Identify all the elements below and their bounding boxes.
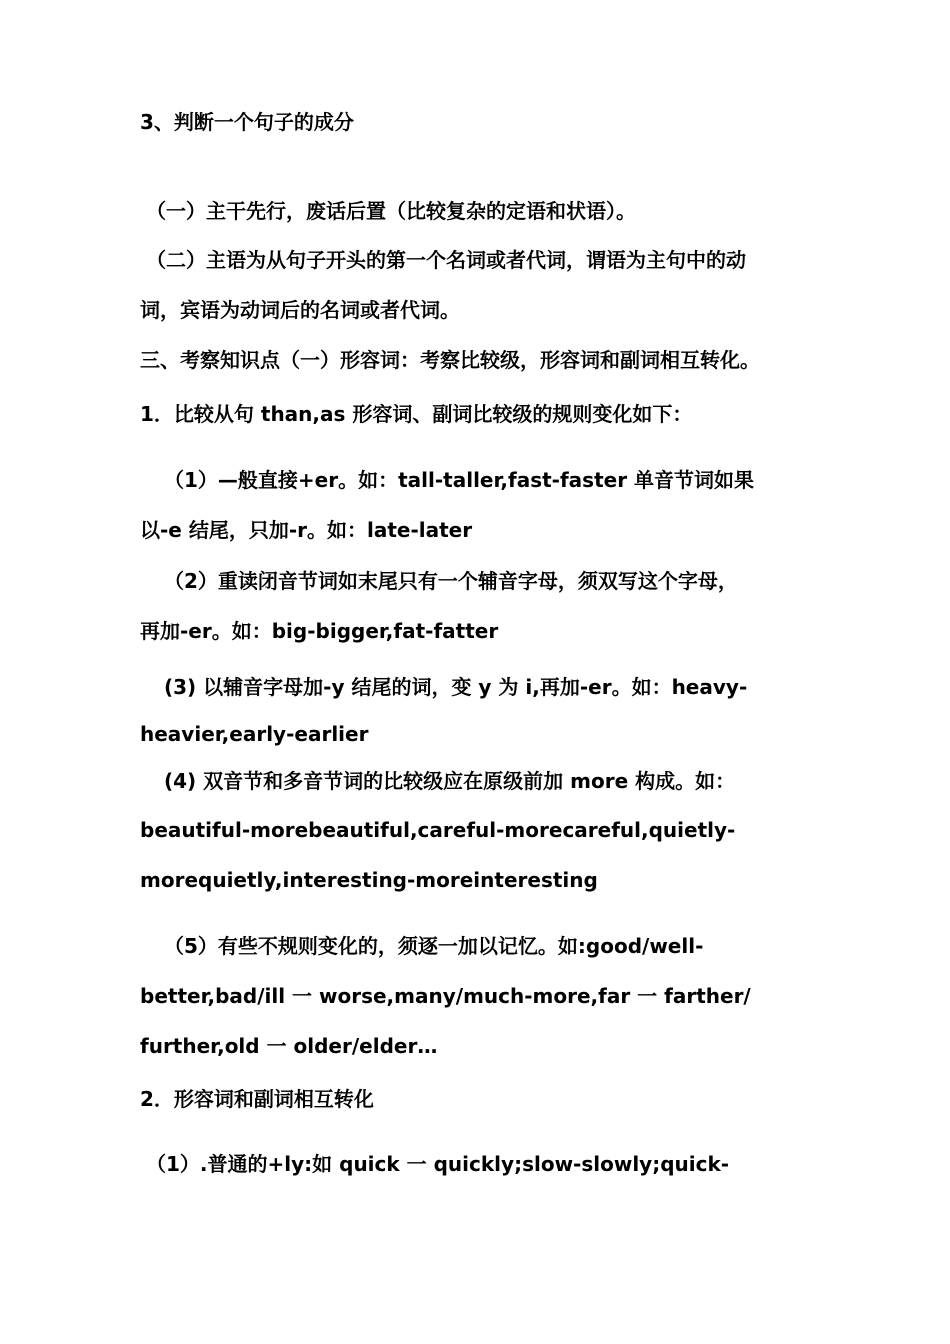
subsection-heading: 2．形容词和副词相互转化	[140, 1087, 374, 1111]
paragraph-line: further,old 一 older/elder…	[140, 1034, 438, 1058]
paragraph-line: heavier,early-earlier	[140, 722, 369, 746]
paragraph-line: 再加-er。如：big-bigger,fat-fatter	[140, 619, 499, 643]
paragraph-line: morequietly,interesting-moreinteresting	[140, 868, 598, 892]
paragraph-line: better,bad/ill 一 worse,many/much-more,far 一 farther/	[140, 984, 751, 1008]
paragraph-line: （二）主语为从句子开头的第一个名词或者代词，谓语为主句中的动	[146, 248, 746, 272]
section-heading: 3、判断一个句子的成分	[140, 110, 354, 134]
paragraph-line: （1）.普通的+ly:如 quick 一 quickly;slow-slowly;quick-	[146, 1152, 730, 1176]
paragraph-line: （5）有些不规则变化的，须逐一加以记忆。如:good/well-	[164, 934, 704, 958]
paragraph-line: beautiful-morebeautiful,careful-morecareful,quietly-	[140, 818, 736, 842]
paragraph-line: 词，宾语为动词后的名词或者代词。	[140, 298, 460, 322]
paragraph-line: (3) 以辅音字母加-y 结尾的词，变 y 为 i,再加-er。如：heavy-	[164, 675, 748, 699]
paragraph-line: （一）主干先行，废话后置（比较复杂的定语和状语）。	[146, 199, 636, 223]
paragraph-line: (4) 双音节和多音节词的比较级应在原级前加 more 构成。如：	[164, 769, 736, 793]
subsection-heading: 1．比较从句 than,as 形容词、副词比较级的规则变化如下：	[140, 402, 693, 426]
section-heading: 三、考察知识点（一）形容词：考察比较级，形容词和副词相互转化。	[140, 348, 760, 372]
paragraph-line: （1）—般直接+er。如：tall-taller,fast-faster 单音节词如果	[164, 468, 755, 492]
paragraph-line: （2）重读闭音节词如末尾只有一个辅音字母，须双写这个字母，	[164, 569, 738, 593]
paragraph-line: 以-e 结尾，只加-r。如：late-later	[140, 518, 473, 542]
